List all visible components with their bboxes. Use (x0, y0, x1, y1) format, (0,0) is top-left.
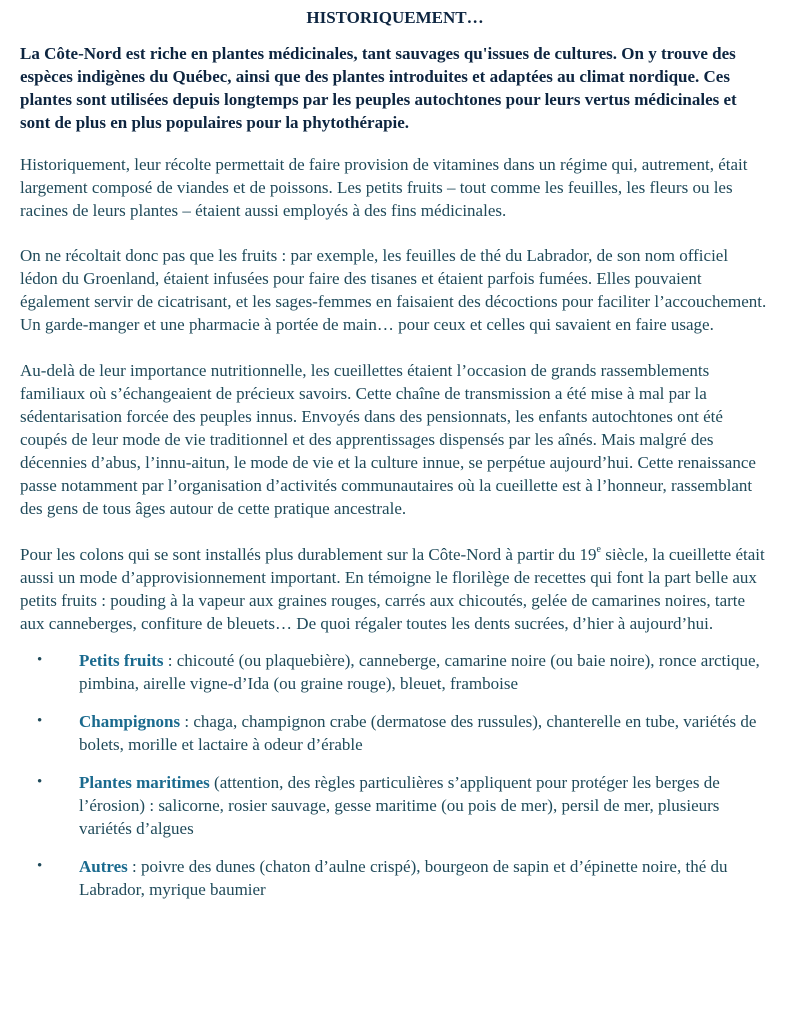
bullet-icon: • (37, 774, 43, 790)
paragraph-colonists-part2: siècle, la cueillette était aussi un mode d’approvisionnement important. En témoigne le florilège de recettes qui font la part belle aux petits fruits : pouding à la vapeur aux graines rouges, carrés aux chicoutés, gelée de camarines noires, tarte aux canneberges, confiture de bleuets… De quoi régaler toutes les dents sucrées, d’hier à aujourd’hui. (20, 545, 765, 633)
bullet-icon: • (37, 713, 43, 729)
list-item-term: Petits fruits (79, 651, 164, 670)
list-item-plantes-maritimes (20, 771, 770, 840)
list-item-text: : chaga, champignon crabe (dermatose des russules), chanterelle en tube, variétés de bolets, morille et lactaire à odeur d’érable (79, 712, 757, 754)
list-item-text: : poivre des dunes (chaton d’aulne crispé), bourgeon de sapin et d’épinette noire, thé du Labrador, myrique baumier (79, 857, 728, 899)
list-item-champignons (20, 710, 770, 756)
paragraph-colonists (20, 543, 770, 635)
bullet-icon: • (37, 652, 43, 668)
list-item-text: (attention, des règles particulières s’appliquent pour protéger les berges de l’érosion) : salicorne, rosier sauvage, gesse maritime (ou pois de mer), persil de mer, plusieurs variétés d’algues (79, 773, 720, 838)
list-item-text: : chicouté (ou plaquebière), canneberge, camarine noire (ou baie noire), ronce arctique, pimbina, airelle vigne-d’Ida (ou graine rouge), bleuet, framboise (79, 651, 760, 693)
list-item-autres (20, 855, 770, 901)
paragraph-history: Historiquement, leur récolte permettait de faire provision de vitamines dans un régime qui, autrement, était largement composé de viandes et de poissons. Les petits fruits – tout comme les feuilles, les fleurs ou les racines de leurs plantes – étaient aussi employés à des fins médicinales. (20, 155, 748, 220)
century-superscript: e (596, 544, 601, 555)
page-title: HISTORIQUEMENT… (306, 8, 484, 27)
intro-paragraph: La Côte-Nord est riche en plantes médicinales, tant sauvages qu'issues de cultures. On y trouve des espèces indigènes du Québec, ainsi que des plantes introduites et adaptées au climat nordique. Ces plantes sont utilisées depuis longtemps par les peuples autochtones pour leurs vertus médicinales et sont de plus en plus populaires pour la phytothérapie. (20, 44, 737, 132)
paragraph-gatherings: Au-delà de leur importance nutritionnelle, les cueillettes étaient l’occasion de grands rassemblements familiaux où s’échangeaient de précieux savoirs. Cette chaîne de transmission a été mise à mal par la sédentarisation forcée des peuples innus. Envoyés dans des pensionnats, les enfants autochtones ont été coupés de leur mode de vie traditionnel et des apprentissages dispensés par les aînés. Mais malgré des décennies d’abus, l’innu-aitun, le mode de vie et la culture innue, se perpétue aujourd’hui. Cette renaissance passe notamment par l’organisation d’activités communautaires où la cueillette est à l’honneur, rassemblant des gens de tous âges autour de cette pratique ancestrale. (20, 361, 756, 518)
plant-category-list (20, 649, 770, 901)
paragraph-labrador-tea: On ne récoltait donc pas que les fruits : par exemple, les feuilles de thé du Labrador, de son nom officiel lédon du Groenland, étaient infusées pour faire des tisanes et étaient parfois fumées. Elles pouvaient également servir de cicatrisant, et les sages-femmes en faisaient des décoctions pour faciliter l’accouchement. Un garde-manger et une pharmacie à portée de main… pour ceux et celles qui savaient en faire usage. (20, 246, 767, 334)
bullet-icon: • (37, 858, 43, 874)
list-item-petits-fruits (20, 649, 770, 695)
list-item-term: Champignons (79, 712, 181, 731)
list-item-term: Autres (79, 857, 128, 876)
list-item-term: Plantes maritimes (79, 773, 210, 792)
paragraph-colonists-part1: Pour les colons qui se sont installés plus durablement sur la Côte-Nord à partir du 19 (20, 545, 597, 564)
